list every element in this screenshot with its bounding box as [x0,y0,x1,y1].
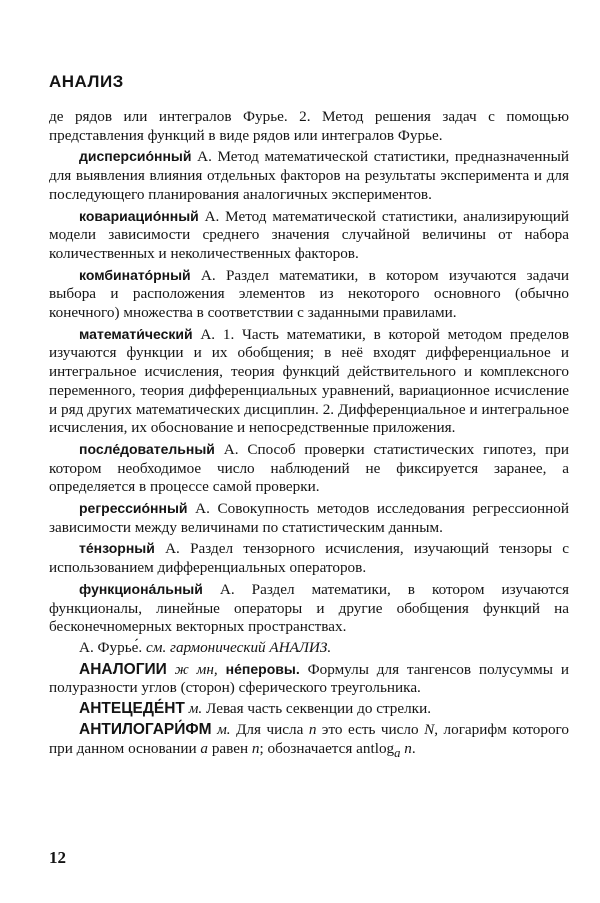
entry-text: это есть число [316,720,425,738]
cross-reference: см. гармонический АНАЛИЗ. [142,638,332,656]
entry-term: комбинато́рный [79,266,191,283]
entry-fourier [49,639,569,658]
page-number: 12 [49,848,66,867]
grammar-mark: ж мн, [166,660,218,678]
entry-headword: АНТИЛОГАРИ́ФМ [79,720,212,738]
entry-text: . [411,739,416,757]
entry-text: равен [208,739,252,757]
entry-text: А. 1. Часть математики, в которой методом пределов изучаются функции и их обобщения; в неё входят дифференциальное и интегральное исчисления, теория функций действительного и комплексного переменного, теория дифференциальных уравнений, вариационное исчисление и ряд других математических дисциплин. 2. Дифференциальное и интегральное исчисления, их обоснование и непосредственные приложения. [49,325,569,437]
entry-term: не́перовы. [217,660,300,677]
entry-text: Формулы для тангенсов полусуммы и полуразности углов (сторон) сферического треугольника. [49,660,570,697]
entry-dispersion [49,147,569,204]
entry-mathematical [49,325,569,438]
entry-term: те́нзорный [79,540,155,557]
entry-lead: А. Фурье́. [79,638,143,656]
entry-antilogarithm [49,721,569,762]
entry-text: А. Раздел тензорного исчисления, изучающий тензоры с использованием дифференциальных операторов. [49,540,569,577]
math-subscript: a [394,745,401,760]
running-header: АНАЛИЗ [49,72,124,91]
entry-text: , логарифм которого при данном основании [49,720,569,757]
entry-term: после́довательный [79,440,215,457]
math-variable: N [424,720,435,738]
entry-term: математи́ческий [79,325,193,342]
entry-headword: АНТЕЦЕДЕ́НТ [79,700,185,718]
entry-term: регрессио́нный [79,500,188,517]
entry-combinatorial [49,266,569,323]
entry-text: А. Раздел математики, в котором изучаются функционалы, линейные операторы и другие обобщения функций на бесконечномерных векторных пространствах. [49,580,569,636]
entry-text: А. Метод математической статистики, анализирующий модели зависимости среднего значения случайной величины от набора количественных и неколичественных факторов. [49,207,569,262]
entry-headword: АНАЛОГИИ [79,660,167,678]
math-variable: n [404,739,412,757]
entry-term: функциона́льный [79,580,203,597]
entry-text: Для числа [230,720,309,738]
entry-text: ; обозначается [259,739,357,757]
entry-tensor [49,539,569,577]
entry-analogies [49,660,569,698]
grammar-mark: м. [184,700,203,718]
grammar-mark: м. [211,720,231,738]
math-variable: n [308,720,317,738]
entry-text: А. Метод математической статистики, предназначенный для выявления влияния отдельных факторов на результаты эксперимента и для последующего планирования аналогичных экспериментов. [49,148,569,203]
math-variable: a [200,739,209,757]
entry-antecedent [49,700,569,719]
math-variable: n [251,739,260,757]
continuation-paragraph: де рядов или интегралов Фурье. 2. Метод решения задач с помощью представления функций в виде рядов или интегралов Фурье. [49,108,569,144]
math-notation: antlog [356,739,395,757]
entry-text: А. Совокупность методов исследования регрессионной зависимости между величинами по статистическим данным. [49,500,569,536]
entry-regression [49,499,569,537]
entry-covariance [49,207,569,264]
page-body [49,108,569,764]
dictionary-page [49,0,569,903]
entry-sequential [49,440,569,497]
entry-text: А. Раздел математики, в котором изучаются задачи выбора и расположения элементов из некоторого основного (обычно конечного) множества в соответствии с заданными правилами. [49,266,569,322]
entry-term: ковариацио́нный [79,207,199,224]
entry-text: А. Способ проверки статистических гипотез, при котором необходимое число наблюдений не фиксируется заранее, а определяется в процессе самой проверки. [49,440,569,496]
entry-functional [49,580,569,637]
entry-term: дисперсио́нный [79,148,192,165]
entry-text: Левая часть секвенции до стрелки. [202,700,431,718]
